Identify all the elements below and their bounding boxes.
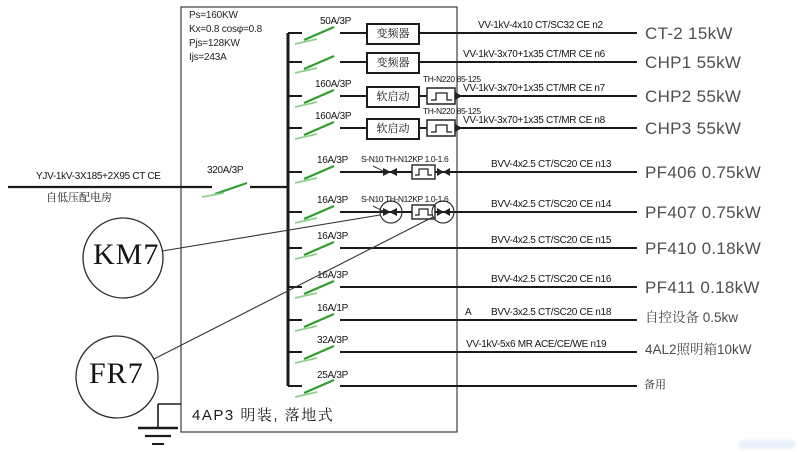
cable-label: VV-1kV-3x70+1x35 CT/MR CE n6 bbox=[463, 49, 605, 60]
incoming-source-label: 自低压配电房 bbox=[46, 192, 112, 204]
breaker-label: 16A/1P bbox=[317, 303, 349, 314]
breaker-label: 16A/3P bbox=[317, 270, 349, 281]
incoming-breaker-label: 320A/3P bbox=[207, 165, 244, 176]
starter-model-label: S-N10 TH-N12KP 1.0-1.6 bbox=[361, 154, 449, 164]
breaker-label: 32A/3P bbox=[317, 335, 349, 346]
cable-label: VV-1kV-3x70+1x35 CT/MR CE n8 bbox=[463, 115, 605, 126]
vfd-box: 变频器 bbox=[366, 23, 420, 45]
relay-model-label: TH-N220 85-125 bbox=[423, 106, 481, 116]
load-label: PF410 0.18kW bbox=[645, 239, 762, 258]
breaker-label: 16A/3P bbox=[317, 195, 349, 206]
cable-label: VV-1kV-3x70+1x35 CT/MR CE n7 bbox=[463, 83, 605, 94]
panel-parameters bbox=[189, 11, 262, 67]
panel-id-label: 4AP3 明装, 落地式 bbox=[192, 407, 335, 424]
cable-label: BVV-3x2.5 CT/SC20 CE n18 bbox=[491, 307, 612, 318]
breaker-label: 16A/3P bbox=[317, 231, 349, 242]
vfd-box: 变频器 bbox=[366, 52, 420, 74]
phase-label: A bbox=[465, 307, 472, 318]
breaker-label: 50A/3P bbox=[320, 16, 352, 27]
load-label: PF407 0.75kW bbox=[645, 203, 762, 222]
load-label: PF411 0.18kW bbox=[645, 278, 760, 297]
load-label: 4AL2照明箱10kW bbox=[645, 342, 752, 357]
starter-model-label: S-N10 TH-N12KP 1.0-1.6 bbox=[361, 194, 449, 204]
load-label: CT-2 15kW bbox=[645, 24, 733, 43]
breaker-label: 160A/3P bbox=[315, 79, 352, 90]
load-label: CHP3 55kW bbox=[645, 119, 742, 138]
param-pjs: Pjs=128KW bbox=[189, 38, 240, 49]
cable-label: BVV-4x2.5 CT/SC20 CE n13 bbox=[491, 159, 612, 170]
load-label: 自控设备 0.5kw bbox=[645, 310, 739, 325]
cable-label: BVV-4x2.5 CT/SC20 CE n14 bbox=[491, 199, 612, 210]
leader-line bbox=[373, 166, 383, 171]
cable-label: BVV-4x2.5 CT/SC20 CE n16 bbox=[491, 274, 612, 285]
cable-label: VV-1kV-4x10 CT/SC32 CE n2 bbox=[478, 20, 603, 31]
contactor-icon bbox=[383, 168, 397, 216]
cable-label: BVV-4x2.5 CT/SC20 CE n15 bbox=[491, 235, 612, 246]
spare-label: 备用 bbox=[644, 379, 666, 391]
breaker-label: 25A/3P bbox=[317, 370, 349, 381]
relay-model-label: TH-N220 85-125 bbox=[423, 74, 481, 84]
breaker-switch-icon bbox=[202, 193, 224, 197]
thermal-relay-icon bbox=[412, 165, 450, 219]
cable-label: VV-1kV-5x6 MR ACE/CE/WE n19 bbox=[466, 339, 607, 350]
earth-ground-icon bbox=[138, 404, 181, 444]
soft-starter-box: 软启动 bbox=[366, 86, 420, 108]
param-ps: Ps=160KW bbox=[189, 10, 238, 21]
breaker-switch-icon bbox=[215, 183, 247, 194]
load-label: PF406 0.75kW bbox=[645, 163, 762, 182]
callout-km7-label: KM7 bbox=[93, 238, 160, 271]
load-label: CHP1 55kW bbox=[645, 53, 742, 72]
callout-fr7-label: FR7 bbox=[89, 357, 144, 390]
load-label: CHP2 55kW bbox=[645, 87, 742, 106]
incoming-cable-label: YJV-1kV-3X185+2X95 CT CE bbox=[36, 171, 161, 182]
param-kx: Kx=0.8 cosφ=0.8 bbox=[189, 24, 262, 35]
breaker-label: 16A/3P bbox=[317, 155, 349, 166]
param-ijs: Ijs=243A bbox=[189, 52, 227, 63]
breaker-label: 160A/3P bbox=[315, 111, 352, 122]
soft-starter-box: 软启动 bbox=[366, 118, 420, 140]
